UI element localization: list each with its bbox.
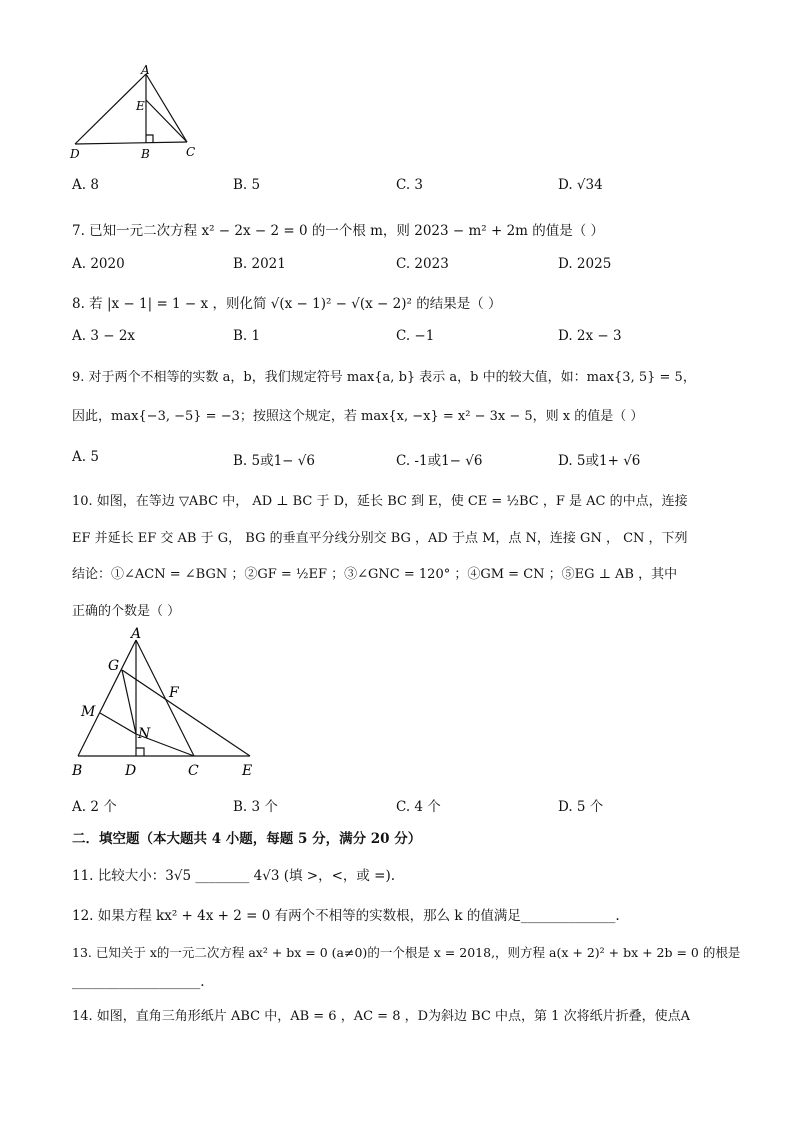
q10-line-4: 正确的个数是（ ） (72, 604, 181, 619)
fig1-label-B: B (141, 147, 150, 161)
q6-option-c[interactable]: C. 3 (396, 177, 424, 193)
fig1-label-A: A (141, 63, 150, 77)
fig2-label-F: F (169, 685, 179, 701)
question-12: 12. 如果方程 kx² + 4x + 2 = 0 有两个不相等的实数根，那么 k 的值满足______________. (72, 908, 620, 924)
figure-2-triangle (70, 626, 270, 780)
q9-option-b[interactable]: B. 5或1− √6 (233, 453, 315, 469)
fig2-segment-GE (122, 670, 250, 756)
q9-option-a[interactable]: A. 5 (72, 449, 99, 465)
fig2-label-C: C (188, 763, 199, 779)
fig2-label-B: B (72, 763, 83, 779)
fig2-segment-AB (78, 640, 136, 756)
question-11: 11. 比较大小：3√5 ________ 4√3 (填 >，<，或 =). (72, 868, 396, 884)
q8-option-c[interactable]: C. −1 (396, 328, 435, 344)
q8-text: 8. 若 |x − 1| = 1 − x ，则化简 √(x − 1)² − √(x − 2)² 的结果是（ ） (72, 296, 502, 312)
q7-option-b[interactable]: B. 2021 (233, 256, 286, 272)
q7-option-c[interactable]: C. 2023 (396, 256, 449, 272)
q8-option-a[interactable]: A. 3 − 2x (72, 328, 136, 344)
q7-text: 7. 已知一元二次方程 x² − 2x − 2 = 0 的一个根 m，则 2023 − m² + 2m 的值是（ ） (72, 223, 605, 239)
section-2-title: 二．填空题（本大题共 4 小题，每题 5 分，满分 20 分） (72, 831, 422, 847)
fig2-label-D: D (125, 763, 137, 779)
fig2-label-A: A (131, 626, 142, 642)
fig1-segment-AC (146, 74, 187, 142)
fig2-label-N: N (138, 726, 151, 742)
q13-line-1: 13. 已知关于 x的一元二次方程 ax² + bx = 0 (a≠0)的一个根是 x = 2018,，则方程 a(x + 2)² + bx + 2b = 0 的根是 (72, 945, 741, 960)
fig2-segment-GN (122, 670, 136, 734)
fig1-label-C: C (186, 145, 196, 159)
q10-line-1: 10. 如图，在等边 ▽ABC 中， AD ⊥ BC 于 D，延长 BC 到 E，使 CE = ½BC ，F 是 AC 的中点，连接 (72, 494, 688, 509)
q10-option-b[interactable]: B. 3 个 (233, 799, 278, 815)
fig1-label-D: D (70, 147, 80, 161)
question-14: 14. 如图，直角三角形纸片 ABC 中，AB = 6 ，AC = 8 ，D为斜边 BC 中点，第 1 次将纸片折叠，使点A (72, 1009, 690, 1024)
figure-1-triangle (60, 62, 210, 162)
q10-option-a[interactable]: A. 2 个 (72, 799, 117, 815)
fig2-label-G: G (108, 658, 120, 674)
q7-option-a[interactable]: A. 2020 (72, 256, 125, 272)
q9-line-2: 因此，max{−3, −5} = −3；按照这个规定，若 max{x, −x} = x² − 3x − 5，则 x 的值是（ ） (72, 409, 644, 424)
q10-option-d[interactable]: D. 5 个 (558, 799, 604, 815)
fig2-right-angle-mark (136, 748, 144, 756)
q10-line-3: 结论：①∠ACN = ∠BGN ；②GF = ½EF ；③∠GNC = 120° ；④GM = CN ；⑤EG ⊥ AB ，其中 (72, 567, 678, 582)
q9-option-d[interactable]: D. 5或1+ √6 (558, 453, 641, 469)
q9-option-c[interactable]: C. -1或1− √6 (396, 453, 483, 469)
fig1-right-angle-mark (146, 135, 153, 143)
q8-option-d[interactable]: D. 2x − 3 (558, 328, 622, 344)
q7-option-d[interactable]: D. 2025 (558, 256, 612, 272)
q8-option-b[interactable]: B. 1 (233, 328, 261, 344)
fig1-segment-DC (75, 142, 187, 144)
q6-option-d[interactable]: D. √34 (558, 177, 603, 193)
fig1-label-E: E (136, 99, 145, 113)
fig1-segment-EC (146, 100, 187, 142)
fig2-segment-MN (100, 713, 136, 734)
fig2-label-E: E (242, 763, 253, 779)
q10-option-c[interactable]: C. 4 个 (396, 799, 441, 815)
q6-option-b[interactable]: B. 5 (233, 177, 261, 193)
fig2-label-M: M (81, 704, 96, 720)
q13-line-2: ___________________. (72, 974, 205, 990)
q9-line-1: 9. 对于两个不相等的实数 a，b，我们规定符号 max{a, b} 表示 a，b 中的较大值，如：max{3, 5} = 5， (72, 370, 696, 385)
q6-option-a[interactable]: A. 8 (72, 177, 99, 193)
q10-line-2: EF 并延长 EF 交 AB 于 G， BG 的垂直平分线分别交 BG ，AD 于点 M，点 N，连接 GN ， CN ，下列 (72, 531, 688, 546)
